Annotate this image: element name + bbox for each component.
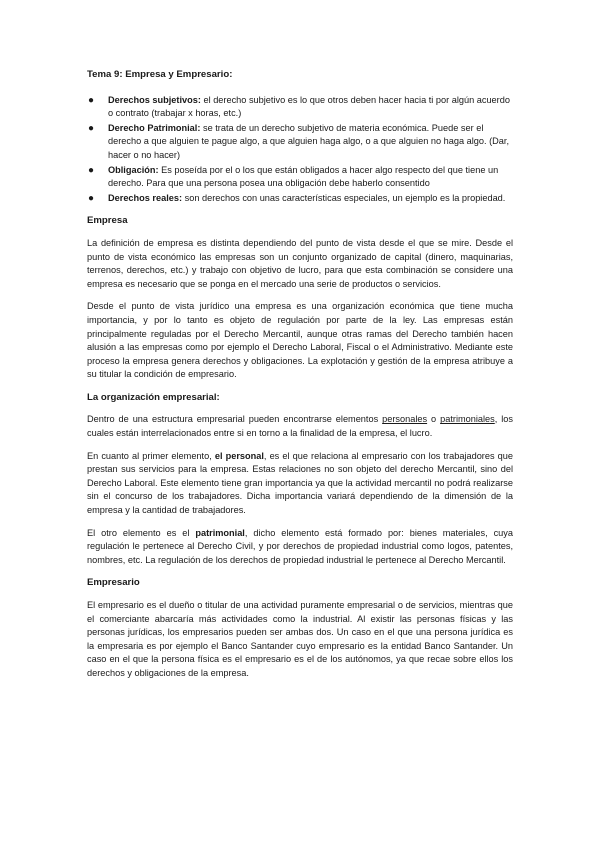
section-heading-empresa: Empresa [87,215,128,227]
document-title: Tema 9: Empresa y Empresario: [87,69,233,80]
list-item [87,192,513,206]
definition: el derecho subjetivo es lo que otros deben hacer hacia ti por algún acuerdo o contrato (trabajar x horas, etc.) [108,94,510,119]
underlined-term: patrimoniales [440,414,495,425]
term: Obligación: [108,164,159,175]
paragraph: En cuanto al primer elemento, el personal, es el que relaciona al empresario con los trabajadores que prestan sus servicios para la empresa. Estas relaciones no son objeto del derecho Mercantil, sino del Derecho Laboral. Este elemento tiene gran importancia ya que la actividad mercantil no podrá realizarse sin el concurso de los trabajadores. Dicha importancia variará dependiendo de la dimensión de la empresa y la cantidad de trabajadores. [87,450,513,516]
paragraph: Desde el punto de vista jurídico una empresa es una organización económica que tiene mucha importancia, y por lo tanto es objeto de regulación por parte de la ley. Las empresas están principalmente reguladas por el Derecho Mercantil, aunque otras ramas del Derecho también hacen alusión a las empresas como por ejemplo el Derecho Laboral, Fiscal o el Administrativo. Mediante este proceso la empresa genera derechos y obligaciones. La explotación y gestión de la empresa atribuye a su titular la condición de empresario. [87,301,513,380]
list-item [87,122,513,163]
paragraph: Dentro de una estructura empresarial pueden encontrarse elementos personales o patrimoniales, los cuales están interrelacionados entre si en torno a la finalidad de la empresa, el lucro. [87,414,513,439]
paragraph: La definición de empresa es distinta dependiendo del punto de vista desde el que se mire. Desde el punto de vista económico las empresas son un conjunto organizado de capital (dinero, maquinarias, terrenos, derechos, etc.) y trabajo con objetivo de lucro, para que esta combinación se considere una empresa es necesario que se ponga en el mercado una serie de productos o servicios. [87,237,513,289]
term: Derechos reales: [108,192,183,203]
paragraph: El otro elemento es el patrimonial, dicho elemento está formado por: bienes materiales, cuya regulación le pertenece al Derecho Civil, y por derechos de propiedad industrial como logos, patentes, nombres, etc. La regulación de los derechos de propiedad industrial le pertenece al Derecho Mercantil. [87,527,513,565]
bullet-icon: ● [88,122,95,134]
list-item [87,164,513,191]
section-heading-empresario: Empresario [87,577,140,589]
term: Derecho Patrimonial: [108,122,201,133]
bullet-icon: ● [88,164,95,176]
term: Derechos subjetivos: [108,94,201,105]
underlined-term: personales [382,414,428,425]
section-heading-organizacion: La organización empresarial: [87,391,220,403]
definition: son derechos con unas características especiales, un ejemplo es la propiedad. [182,192,506,203]
definitions-list [87,94,513,206]
bold-term: el personal [214,450,264,461]
paragraph: El empresario es el dueño o titular de una actividad puramente empresarial o de servicios, mientras que el comerciante abarcaría más actividades como la industrial. Al existir las personas físicas y las personas jurídicas, los empresarios pueden ser ambas dos. Un caso en el que una persona jurídica es la empresaria es por ejemplo el Banco Santander cuyo empresario es la entidad Banco Santander. Un caso en el que la persona física es el empresario es el de los autónomos, ya que recae sobre ellos los derechos y obligaciones de la empresa. [87,600,513,678]
definition: Es poseída por el o los que están obligados a hacer algo respecto del que tiene un derecho. Para que una persona posea una obligación debe haberlo consentido [108,164,499,189]
bullet-icon: ● [88,192,95,204]
bold-term: patrimonial [195,527,245,538]
bullet-icon: ● [88,94,95,106]
list-item [87,94,513,121]
definition: se trata de un derecho subjetivo de materia económica. Puede ser el derecho a que alguien te pague algo, a que alguien haga algo, o a que alguien no haga algo. (Dar, hacer o no hacer) [108,122,510,160]
